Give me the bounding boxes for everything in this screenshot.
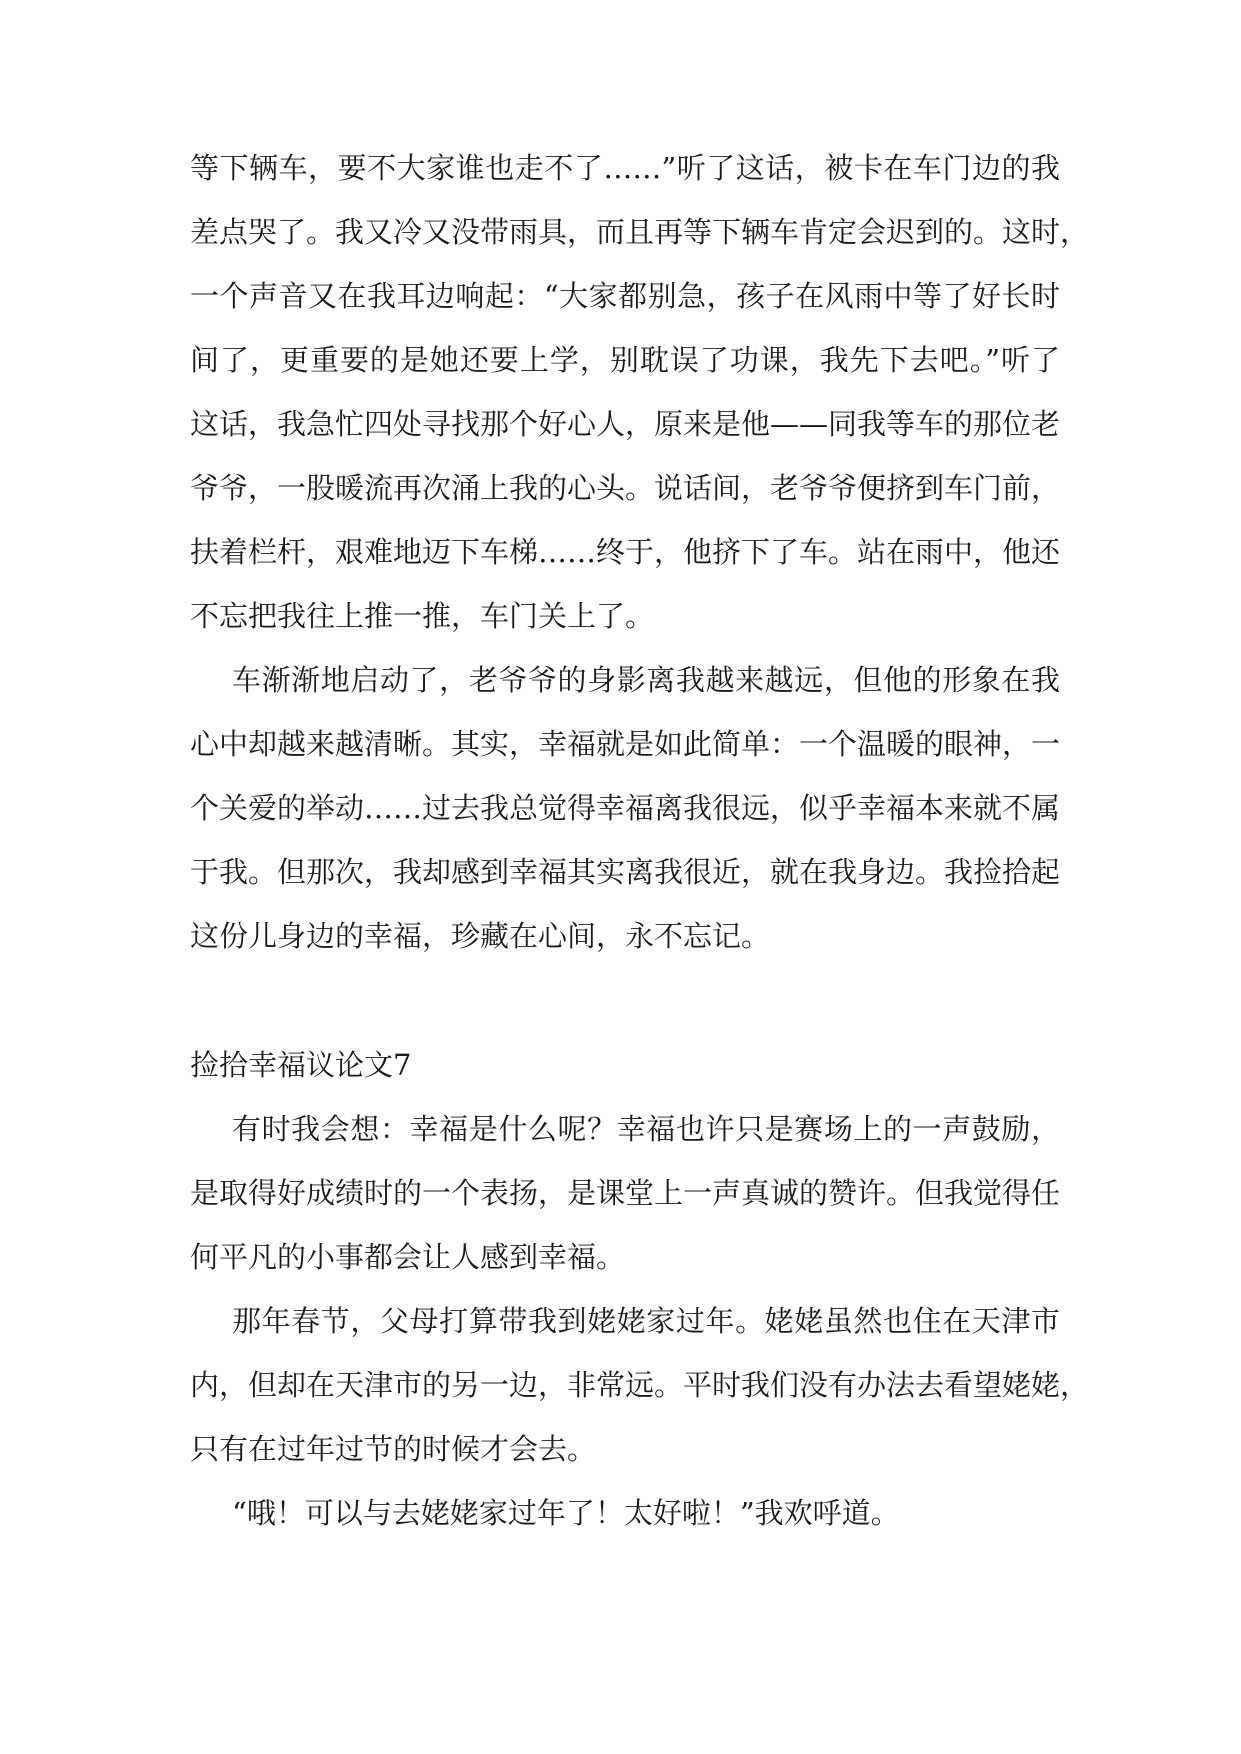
paragraph-line: 那年春节，父母打算带我到姥姥家过年。姥姥虽然也住在天津市 [232, 1304, 1060, 1338]
paragraph-line: 不忘把我往上推一推，车门关上了。 [190, 599, 655, 633]
paragraph-line: 这份儿身边的幸福，珍藏在心间，永不忘记。 [190, 919, 771, 953]
paragraph-line: 一个声音又在我耳边响起：“大家都别急，孩子在风雨中等了好长时 [190, 279, 1060, 313]
paragraph-line: “哦！可以与去姥姥家过年了！太好啦！”我欢呼道。 [232, 1496, 900, 1530]
paragraph-line: 是取得好成绩时的一个表扬，是课堂上一声真诚的赞许。但我觉得任 [190, 1176, 1061, 1210]
paragraph-line: 车渐渐地启动了，老爷爷的身影离我越来越远，但他的形象在我 [232, 663, 1060, 697]
paragraph-line: 扶着栏杆，艰难地迈下车梯……终于，他挤下了车。站在雨中，他还 [190, 535, 1061, 569]
paragraph-line: 等下辆车，要不大家谁也走不了……”听了这话，被卡在车门边的我 [190, 151, 1060, 185]
paragraph-line: 差点哭了。我又冷又没带雨具，而且再等下辆车肯定会迟到的。这时， [190, 215, 1090, 249]
paragraph-line: 这话，我急忙四处寻找那个好心人，原来是他——同我等车的那位老 [190, 407, 1061, 441]
paragraph-line: 有时我会想：幸福是什么呢？幸福也许只是赛场上的一声鼓励， [232, 1112, 1060, 1146]
paragraph-line: 只有在过年过节的时候才会去。 [190, 1432, 597, 1466]
paragraph-line: 个关爱的举动……过去我总觉得幸福离我很远，似乎幸福本来就不属 [190, 791, 1061, 825]
paragraph-line: 爷爷，一股暖流再次涌上我的心头。说话间，老爷爷便挤到车门前， [190, 471, 1061, 505]
section-heading: 捡拾幸福议论文7 [190, 1048, 412, 1082]
paragraph-line: 于我。但那次，我却感到幸福其实离我很近，就在我身边。我捡拾起 [190, 855, 1061, 889]
paragraph-line: 内，但却在天津市的另一边，非常远。平时我们没有办法去看望姥姥， [190, 1368, 1090, 1402]
paragraph-line: 何平凡的小事都会让人感到幸福。 [190, 1240, 626, 1274]
paragraph-line: 间了，更重要的是她还要上学，别耽误了功课，我先下去吧。”听了 [190, 343, 1060, 377]
paragraph-line: 心中却越来越清晰。其实，幸福就是如此简单：一个温暖的眼神，一 [190, 727, 1061, 761]
